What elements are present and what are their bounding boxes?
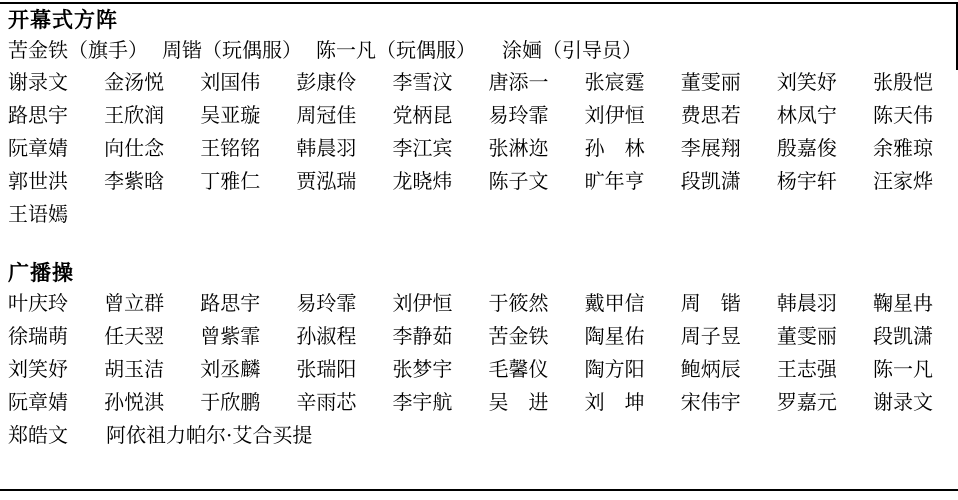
person-name: 于欣鹏 xyxy=(200,390,261,414)
person-with-role: 陈一凡（玩偶服） xyxy=(316,38,476,62)
person-name: 王语嫣 xyxy=(8,202,68,226)
person-name: 张梦宇 xyxy=(392,357,453,381)
person-name: 叶庆玲 xyxy=(8,291,68,315)
person-name: 易玲霏 xyxy=(296,291,357,315)
name-row xyxy=(8,132,933,165)
section-gap xyxy=(8,231,933,259)
person-name: 阿依祖力帕尔·艾合买提 xyxy=(106,423,313,447)
person-name: 刘笑妤 xyxy=(776,70,837,94)
person-name: 李雪汶 xyxy=(392,70,453,94)
person-name: 向仕念 xyxy=(104,136,165,160)
person-name: 刘 坤 xyxy=(584,390,645,414)
person-name: 李静茹 xyxy=(392,324,453,348)
person-name: 苦金铁 xyxy=(488,324,549,348)
person-with-role: 涂婳（引导员） xyxy=(502,38,642,62)
name-row xyxy=(8,353,933,386)
person-name: 宋伟宇 xyxy=(680,390,741,414)
person-name: 李紫晗 xyxy=(104,169,165,193)
name-row xyxy=(8,198,933,231)
name-row xyxy=(8,66,933,99)
person-with-role: 周锴（玩偶服） xyxy=(162,38,302,62)
person-name: 刘笑妤 xyxy=(8,357,68,381)
person-name: 于筱然 xyxy=(488,291,549,315)
person-name: 孙悦淇 xyxy=(104,390,165,414)
person-name: 路思宇 xyxy=(8,103,68,127)
person-name: 李江宾 xyxy=(392,136,453,160)
person-name: 陈一凡 xyxy=(872,357,933,381)
person-name: 张宸霆 xyxy=(584,70,645,94)
person-name: 余雅琼 xyxy=(872,136,933,160)
person-name: 张殷恺 xyxy=(872,70,933,94)
table-bottom-border xyxy=(0,489,958,491)
person-name: 曾立群 xyxy=(104,291,165,315)
person-name: 党柄昆 xyxy=(392,103,453,127)
section-title-opening-formation: 开幕式方阵 xyxy=(8,7,118,32)
person-name: 张淋迩 xyxy=(488,136,549,160)
name-row xyxy=(8,99,933,132)
person-name: 周冠佳 xyxy=(296,103,357,127)
name-row xyxy=(8,419,933,452)
table-top-border xyxy=(0,2,958,4)
person-name: 徐瑞萌 xyxy=(8,324,68,348)
person-name: 韩晨羽 xyxy=(296,136,357,160)
person-name: 王志强 xyxy=(776,357,837,381)
person-name: 费思若 xyxy=(680,103,741,127)
name-row xyxy=(8,287,933,320)
name-rows-opening-formation xyxy=(8,66,933,231)
person-name: 郭世洪 xyxy=(8,169,68,193)
person-name: 段凯潇 xyxy=(680,169,741,193)
person-name: 阮章婧 xyxy=(8,136,68,160)
person-name: 陶星佑 xyxy=(584,324,645,348)
person-name: 段凯潇 xyxy=(872,324,933,348)
person-name: 刘伊恒 xyxy=(584,103,645,127)
person-name: 孙 林 xyxy=(584,136,645,160)
person-with-role: 苦金铁（旗手） xyxy=(8,38,148,62)
person-name: 林凤宁 xyxy=(776,103,837,127)
section-opening-formation xyxy=(8,6,933,231)
person-name: 吴亚璇 xyxy=(200,103,261,127)
person-name: 李展翔 xyxy=(680,136,741,160)
person-name: 彭康伶 xyxy=(296,70,357,94)
section-title-broadcast-gymnastics: 广播操 xyxy=(8,260,74,285)
name-rows-broadcast-gymnastics xyxy=(8,287,933,452)
person-name: 戴甲信 xyxy=(584,291,645,315)
person-name: 汪家烨 xyxy=(872,169,933,193)
person-name: 刘丞麟 xyxy=(200,357,261,381)
person-name: 殷嘉俊 xyxy=(776,136,837,160)
person-name: 董雯丽 xyxy=(776,324,837,348)
person-name: 胡玉洁 xyxy=(104,357,165,381)
person-name: 王铭铭 xyxy=(200,136,261,160)
person-name: 刘伊恒 xyxy=(392,291,453,315)
name-row xyxy=(8,386,933,419)
name-row xyxy=(8,320,933,353)
person-name: 曾紫霏 xyxy=(200,324,261,348)
person-name: 周子昱 xyxy=(680,324,741,348)
person-name: 吴 进 xyxy=(488,390,549,414)
person-name: 金汤悦 xyxy=(104,70,165,94)
person-name: 毛馨仪 xyxy=(488,357,549,381)
person-name: 阮章婧 xyxy=(8,390,68,414)
person-name: 张瑞阳 xyxy=(296,357,357,381)
person-name: 罗嘉元 xyxy=(776,390,837,414)
person-name: 孙淑程 xyxy=(296,324,357,348)
section-broadcast-gymnastics xyxy=(8,259,933,452)
person-name: 王欣润 xyxy=(104,103,165,127)
person-name: 陈子文 xyxy=(488,169,549,193)
person-name: 陈天伟 xyxy=(872,103,933,127)
person-name: 唐添一 xyxy=(488,70,549,94)
person-name: 鲍炳辰 xyxy=(680,357,741,381)
person-name: 谢录文 xyxy=(872,390,933,414)
person-name: 谢录文 xyxy=(8,70,68,94)
person-name: 鞠星冉 xyxy=(872,291,933,315)
person-name: 辛雨芯 xyxy=(296,390,357,414)
person-name: 郑皓文 xyxy=(8,423,68,447)
person-name: 陶方阳 xyxy=(584,357,645,381)
document-content xyxy=(8,6,933,452)
person-name: 路思宇 xyxy=(200,291,261,315)
person-name: 易玲霏 xyxy=(488,103,549,127)
person-name: 韩晨羽 xyxy=(776,291,837,315)
person-name: 李宇航 xyxy=(392,390,453,414)
person-name: 刘国伟 xyxy=(200,70,261,94)
name-row xyxy=(8,165,933,198)
person-name: 任天翌 xyxy=(104,324,165,348)
person-name: 周 锴 xyxy=(680,291,741,315)
person-name: 贾泓瑞 xyxy=(296,169,357,193)
person-name: 董雯丽 xyxy=(680,70,741,94)
person-name: 龙晓炜 xyxy=(392,169,453,193)
roles-line xyxy=(8,34,933,66)
person-name: 杨宇轩 xyxy=(776,169,837,193)
person-name: 旷年亨 xyxy=(584,169,645,193)
person-name: 丁雅仁 xyxy=(200,169,261,193)
